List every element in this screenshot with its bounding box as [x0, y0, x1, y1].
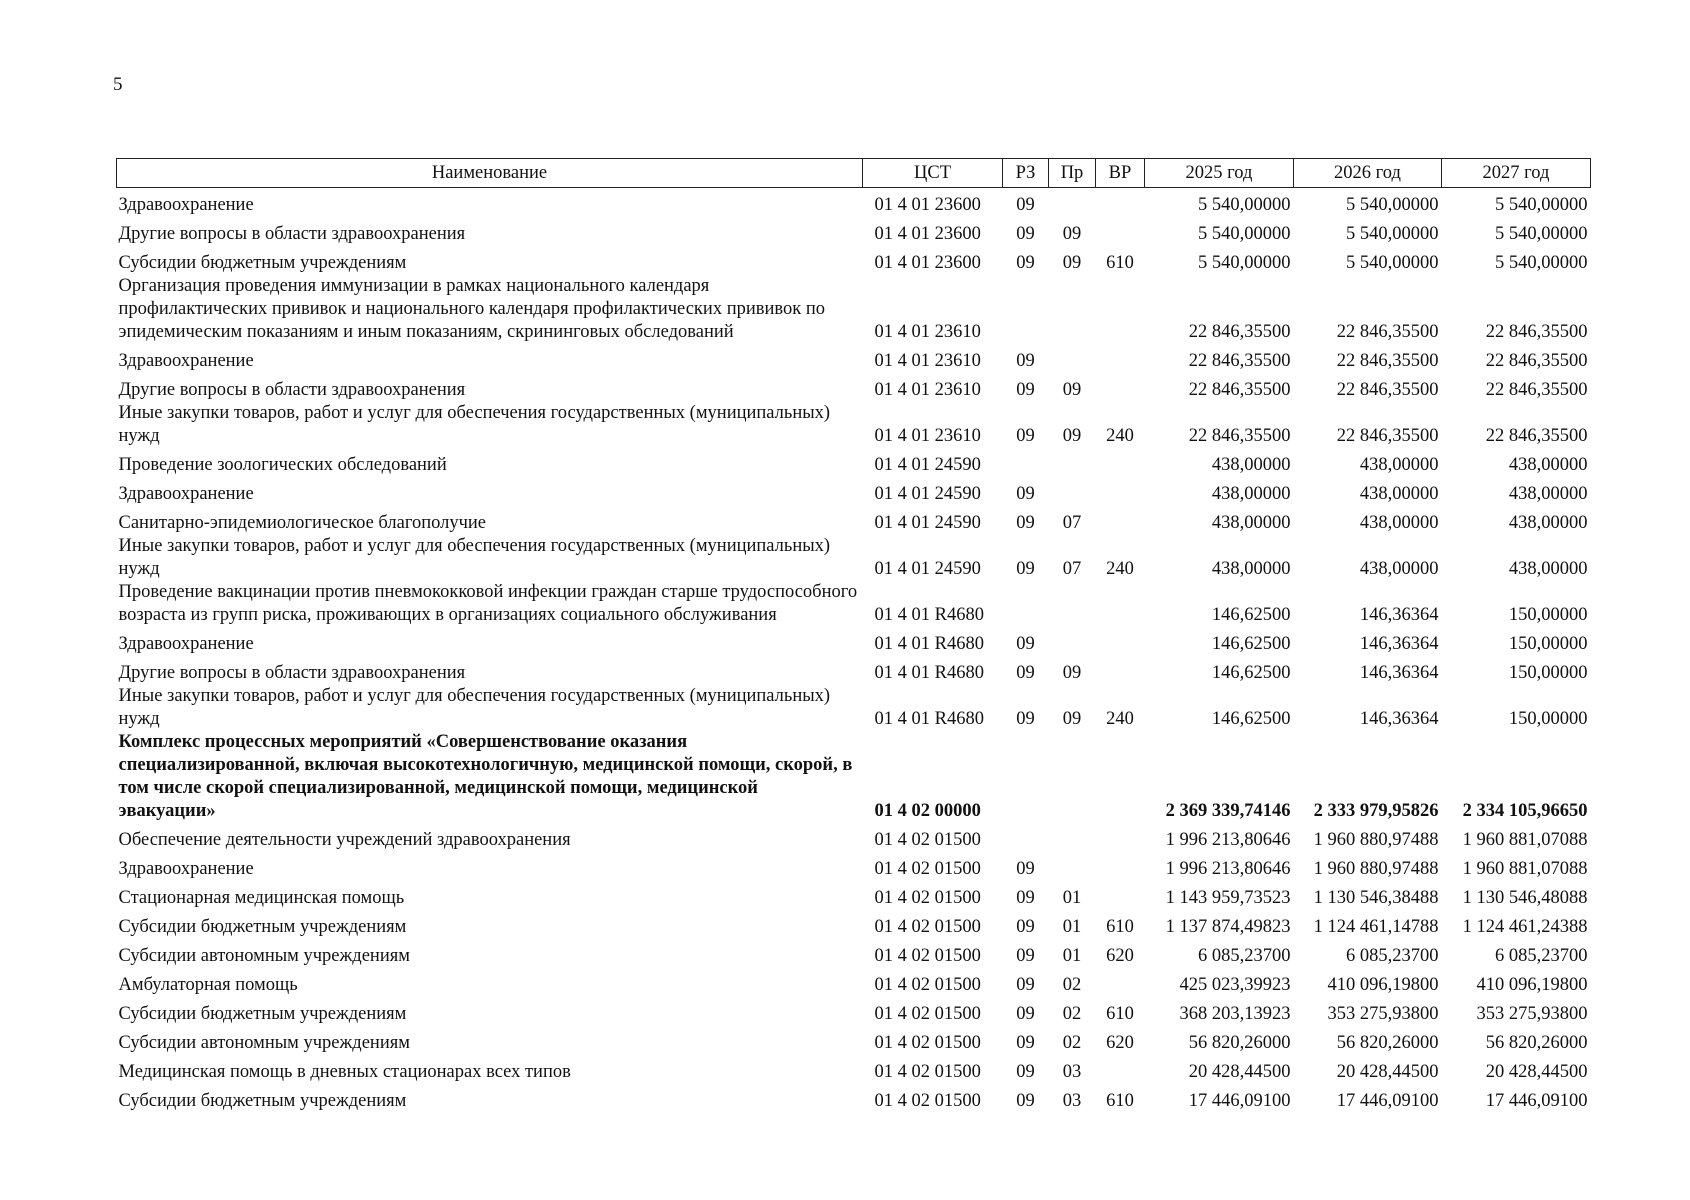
cell-2027: 5 540,00000	[1495, 253, 1588, 273]
cell-cst: 01 4 01 R4680	[874, 663, 984, 683]
cell-cst: 01 4 02 01500	[874, 946, 981, 966]
cell-rz: 09	[1016, 709, 1035, 729]
table-row	[117, 581, 1591, 627]
cell-2026: 22 846,35500	[1336, 426, 1439, 446]
cell-2027: 5 540,00000	[1495, 224, 1588, 244]
cell-2026: 438,00000	[1359, 455, 1439, 475]
cell-name: Иные закупки товаров, работ и услуг для обеспечения государственных (муниципальных) нужд	[118, 403, 831, 446]
cell-name: Санитарно-эпидемиологическое благополучие	[118, 513, 487, 533]
cell-name: Субсидии бюджетным учреждениям	[118, 917, 407, 937]
cell-vr	[1096, 217, 1145, 246]
cell-2026: 20 428,44500	[1336, 1062, 1439, 1082]
cell-vr: 610	[1106, 917, 1134, 937]
cell-2025: 5 540,00000	[1198, 195, 1291, 215]
cell-vr	[1096, 1055, 1145, 1084]
cell-rz: 09	[1016, 484, 1035, 504]
cell-vr	[1096, 373, 1145, 402]
cell-2025: 146,62500	[1211, 709, 1291, 729]
header-2025: 2025 год	[1145, 159, 1294, 188]
cell-pr	[1049, 188, 1096, 218]
cell-pr	[1049, 344, 1096, 373]
cell-2026: 438,00000	[1359, 484, 1439, 504]
cell-2025: 2 369 339,74146	[1165, 801, 1291, 821]
cell-2027: 6 085,23700	[1495, 946, 1588, 966]
cell-name: Субсидии бюджетным учреждениям	[118, 253, 407, 273]
cell-2025: 1 996 213,80646	[1165, 859, 1291, 879]
cell-vr	[1096, 968, 1145, 997]
cell-2026: 22 846,35500	[1336, 380, 1439, 400]
cell-2025: 425 023,39923	[1179, 975, 1291, 995]
cell-2027: 150,00000	[1508, 634, 1588, 654]
header-pr: Пр	[1049, 159, 1096, 188]
cell-pr	[1049, 627, 1096, 656]
cell-2027: 438,00000	[1508, 513, 1588, 533]
cell-pr: 09	[1062, 253, 1082, 273]
cell-2026: 438,00000	[1359, 559, 1439, 579]
cell-cst: 01 4 01 23610	[874, 322, 981, 342]
cell-2027: 410 096,19800	[1476, 975, 1588, 995]
table-row	[117, 627, 1591, 656]
table-row	[117, 275, 1591, 344]
table-row	[117, 939, 1591, 968]
cell-2025: 17 446,09100	[1188, 1091, 1291, 1111]
cell-vr	[1096, 506, 1145, 535]
table-row	[117, 1084, 1591, 1113]
cell-2027: 438,00000	[1508, 455, 1588, 475]
cell-cst: 01 4 01 23600	[874, 195, 981, 215]
cell-2027: 1 960 881,07088	[1462, 859, 1588, 879]
cell-rz	[1003, 581, 1049, 627]
table-row	[117, 968, 1591, 997]
cell-2027: 150,00000	[1508, 709, 1588, 729]
cell-2025: 438,00000	[1211, 513, 1291, 533]
cell-2027: 1 130 546,48088	[1462, 888, 1588, 908]
cell-rz: 09	[1016, 1062, 1035, 1082]
cell-pr: 02	[1062, 1033, 1082, 1053]
cell-2026: 5 540,00000	[1346, 224, 1439, 244]
cell-2027: 20 428,44500	[1485, 1062, 1588, 1082]
cell-2025: 146,62500	[1211, 663, 1291, 683]
cell-name: Другие вопросы в области здравоохранения	[118, 224, 466, 244]
cell-pr: 01	[1062, 888, 1082, 908]
cell-2025: 22 846,35500	[1188, 351, 1291, 371]
cell-2026: 2 333 979,95826	[1313, 801, 1439, 821]
cell-2027: 150,00000	[1508, 663, 1588, 683]
cell-pr: 02	[1062, 975, 1082, 995]
cell-name: Здравоохранение	[118, 484, 254, 504]
table-row	[117, 852, 1591, 881]
cell-2025: 438,00000	[1211, 484, 1291, 504]
cell-name: Субсидии автономным учреждениям	[118, 1033, 410, 1053]
cell-name: Иные закупки товаров, работ и услуг для обеспечения государственных (муниципальных) нужд	[118, 686, 831, 729]
cell-name: Здравоохранение	[118, 195, 254, 215]
cell-cst: 01 4 01 24590	[874, 455, 981, 475]
cell-vr	[1096, 581, 1145, 627]
table-row	[117, 731, 1591, 823]
cell-2026: 410 096,19800	[1327, 975, 1439, 995]
cell-2025: 6 085,23700	[1198, 946, 1291, 966]
cell-cst: 01 4 01 23610	[874, 380, 981, 400]
cell-name: Субсидии бюджетным учреждениям	[118, 1091, 407, 1111]
cell-pr	[1049, 731, 1096, 823]
cell-rz: 09	[1016, 195, 1035, 215]
cell-2027: 438,00000	[1508, 559, 1588, 579]
cell-rz: 09	[1016, 1091, 1035, 1111]
cell-2026: 5 540,00000	[1346, 253, 1439, 273]
cell-name: Субсидии бюджетным учреждениям	[118, 1004, 407, 1024]
cell-name: Организация проведения иммунизации в рамках национального календаря профилактических прививок и национального календаря профилактических прививок по эпидемическим показаниям и иным показаниям, скрининговых обследований	[118, 276, 826, 342]
cell-cst: 01 4 02 01500	[874, 859, 981, 879]
cell-cst: 01 4 01 R4680	[874, 709, 984, 729]
cell-rz	[1003, 823, 1049, 852]
cell-2026: 1 960 880,97488	[1313, 859, 1439, 879]
cell-pr: 09	[1062, 380, 1082, 400]
table-row	[117, 246, 1591, 275]
table-row	[117, 448, 1591, 477]
cell-cst: 01 4 02 01500	[874, 917, 981, 937]
cell-2025: 146,62500	[1211, 605, 1291, 625]
header-rz: РЗ	[1003, 159, 1049, 188]
cell-2026: 22 846,35500	[1336, 322, 1439, 342]
cell-name: Здравоохранение	[118, 351, 254, 371]
cell-vr: 240	[1106, 559, 1134, 579]
cell-2025: 438,00000	[1211, 559, 1291, 579]
cell-rz: 09	[1016, 859, 1035, 879]
cell-rz: 09	[1016, 1004, 1035, 1024]
cell-vr	[1096, 188, 1145, 218]
cell-name: Иные закупки товаров, работ и услуг для обеспечения государственных (муниципальных) нужд	[118, 536, 831, 579]
cell-2027: 17 446,09100	[1485, 1091, 1588, 1111]
cell-cst: 01 4 02 00000	[874, 801, 981, 821]
cell-2025: 22 846,35500	[1188, 380, 1291, 400]
cell-cst: 01 4 01 24590	[874, 559, 981, 579]
cell-2026: 438,00000	[1359, 513, 1439, 533]
cell-rz: 09	[1016, 380, 1035, 400]
cell-pr	[1049, 448, 1096, 477]
cell-pr	[1049, 823, 1096, 852]
cell-vr	[1096, 823, 1145, 852]
cell-pr	[1049, 581, 1096, 627]
table-row	[117, 188, 1591, 218]
cell-vr: 240	[1106, 426, 1134, 446]
cell-2025: 146,62500	[1211, 634, 1291, 654]
cell-rz: 09	[1016, 975, 1035, 995]
cell-vr	[1096, 448, 1145, 477]
header-cst: ЦСТ	[863, 159, 1003, 188]
cell-vr: 610	[1106, 1004, 1134, 1024]
cell-name: Проведение вакцинации против пневмококковой инфекции граждан старше трудоспособного возраста из групп риска, проживающих в организациях социального обслуживания	[118, 582, 858, 625]
cell-cst: 01 4 01 23600	[874, 253, 981, 273]
cell-2027: 1 124 461,24388	[1462, 917, 1588, 937]
cell-name: Здравоохранение	[118, 634, 254, 654]
cell-vr: 610	[1106, 1091, 1134, 1111]
cell-cst: 01 4 01 R4680	[874, 634, 984, 654]
table-row	[117, 373, 1591, 402]
cell-2025: 1 137 874,49823	[1165, 917, 1291, 937]
cell-rz: 09	[1016, 253, 1035, 273]
cell-cst: 01 4 02 01500	[874, 1004, 981, 1024]
header-2027: 2027 год	[1442, 159, 1591, 188]
cell-rz: 09	[1016, 513, 1035, 533]
cell-2025: 1 996 213,80646	[1165, 830, 1291, 850]
cell-rz: 09	[1016, 1033, 1035, 1053]
cell-name: Другие вопросы в области здравоохранения	[118, 380, 466, 400]
cell-cst: 01 4 02 01500	[874, 830, 981, 850]
table-row	[117, 1026, 1591, 1055]
cell-2025: 5 540,00000	[1198, 253, 1291, 273]
cell-2026: 146,36364	[1359, 605, 1439, 625]
cell-name: Другие вопросы в области здравоохранения	[118, 663, 466, 683]
cell-pr: 01	[1062, 917, 1082, 937]
page-number: 5	[113, 74, 123, 95]
cell-2025: 1 143 959,73523	[1165, 888, 1291, 908]
cell-cst: 01 4 01 23610	[874, 426, 981, 446]
cell-cst: 01 4 01 24590	[874, 484, 981, 504]
cell-pr: 09	[1062, 663, 1082, 683]
cell-cst: 01 4 02 01500	[874, 1091, 981, 1111]
table-row	[117, 477, 1591, 506]
table-row	[117, 506, 1591, 535]
cell-vr	[1096, 852, 1145, 881]
cell-pr: 03	[1062, 1091, 1082, 1111]
cell-cst: 01 4 02 01500	[874, 1033, 981, 1053]
cell-vr: 610	[1106, 253, 1134, 273]
cell-2026: 146,36364	[1359, 709, 1439, 729]
cell-2027: 5 540,00000	[1495, 195, 1588, 215]
cell-cst: 01 4 01 23610	[874, 351, 981, 371]
cell-pr: 07	[1062, 559, 1082, 579]
budget-table	[116, 158, 1591, 1113]
cell-2026: 1 130 546,38488	[1313, 888, 1439, 908]
cell-pr: 01	[1062, 946, 1082, 966]
cell-rz	[1003, 275, 1049, 344]
cell-rz: 09	[1016, 634, 1035, 654]
cell-2027: 22 846,35500	[1485, 426, 1588, 446]
cell-2027: 150,00000	[1508, 605, 1588, 625]
cell-rz	[1003, 731, 1049, 823]
cell-name: Комплекс процессных мероприятий «Совершенствование оказания специализированной, включая высокотехнологичную, медицинской помощи, скорой, в том числе скорой специализированной, медицинской помощи, медицинской эвакуации»	[118, 732, 853, 821]
table-row	[117, 881, 1591, 910]
cell-name: Медицинская помощь в дневных стационарах всех типов	[118, 1062, 571, 1082]
table-header-row	[117, 159, 1591, 188]
cell-rz: 09	[1016, 663, 1035, 683]
cell-2025: 5 540,00000	[1198, 224, 1291, 244]
cell-2027: 56 820,26000	[1485, 1033, 1588, 1053]
cell-2026: 6 085,23700	[1346, 946, 1439, 966]
cell-pr: 09	[1062, 709, 1082, 729]
cell-name: Здравоохранение	[118, 859, 254, 879]
cell-2027: 1 960 881,07088	[1462, 830, 1588, 850]
cell-pr: 03	[1062, 1062, 1082, 1082]
cell-2025: 20 428,44500	[1188, 1062, 1291, 1082]
cell-vr: 620	[1106, 1033, 1134, 1053]
table-body	[117, 188, 1591, 1114]
cell-pr	[1049, 275, 1096, 344]
cell-vr: 620	[1106, 946, 1134, 966]
cell-rz: 09	[1016, 426, 1035, 446]
cell-vr	[1096, 731, 1145, 823]
cell-pr: 02	[1062, 1004, 1082, 1024]
header-2026: 2026 год	[1294, 159, 1442, 188]
cell-rz: 09	[1016, 559, 1035, 579]
cell-vr	[1096, 477, 1145, 506]
cell-cst: 01 4 01 23600	[874, 224, 981, 244]
cell-rz: 09	[1016, 946, 1035, 966]
cell-2026: 22 846,35500	[1336, 351, 1439, 371]
table-row	[117, 656, 1591, 685]
cell-rz: 09	[1016, 224, 1035, 244]
header-name: Наименование	[117, 159, 863, 188]
cell-name: Обеспечение деятельности учреждений здравоохранения	[118, 830, 571, 850]
cell-2025: 438,00000	[1211, 455, 1291, 475]
cell-rz	[1003, 448, 1049, 477]
cell-2027: 22 846,35500	[1485, 380, 1588, 400]
cell-name: Стационарная медицинская помощь	[118, 888, 405, 908]
cell-vr	[1096, 627, 1145, 656]
table-row	[117, 910, 1591, 939]
cell-2027: 22 846,35500	[1485, 322, 1588, 342]
cell-pr	[1049, 852, 1096, 881]
cell-pr: 09	[1062, 426, 1082, 446]
table-row	[117, 344, 1591, 373]
cell-rz: 09	[1016, 917, 1035, 937]
cell-vr: 240	[1106, 709, 1134, 729]
cell-cst: 01 4 01 24590	[874, 513, 981, 533]
cell-cst: 01 4 01 R4680	[874, 605, 984, 625]
cell-rz: 09	[1016, 351, 1035, 371]
cell-vr	[1096, 275, 1145, 344]
table-row	[117, 217, 1591, 246]
cell-pr	[1049, 477, 1096, 506]
cell-cst: 01 4 02 01500	[874, 975, 981, 995]
header-vr: ВР	[1096, 159, 1145, 188]
table-row	[117, 1055, 1591, 1084]
cell-2025: 56 820,26000	[1188, 1033, 1291, 1053]
cell-2026: 56 820,26000	[1336, 1033, 1439, 1053]
table-row	[117, 402, 1591, 448]
table-row	[117, 823, 1591, 852]
cell-vr	[1096, 344, 1145, 373]
cell-cst: 01 4 02 01500	[874, 888, 981, 908]
cell-cst: 01 4 02 01500	[874, 1062, 981, 1082]
cell-2025: 368 203,13923	[1179, 1004, 1291, 1024]
cell-2025: 22 846,35500	[1188, 322, 1291, 342]
cell-2025: 22 846,35500	[1188, 426, 1291, 446]
cell-2026: 1 124 461,14788	[1313, 917, 1439, 937]
cell-pr: 07	[1062, 513, 1082, 533]
cell-2026: 146,36364	[1359, 663, 1439, 683]
cell-2026: 17 446,09100	[1336, 1091, 1439, 1111]
cell-name: Амбулаторная помощь	[118, 975, 298, 995]
cell-2026: 1 960 880,97488	[1313, 830, 1439, 850]
cell-vr	[1096, 656, 1145, 685]
table-row	[117, 997, 1591, 1026]
cell-2026: 146,36364	[1359, 634, 1439, 654]
cell-2026: 353 275,93800	[1327, 1004, 1439, 1024]
cell-vr	[1096, 881, 1145, 910]
cell-2027: 22 846,35500	[1485, 351, 1588, 371]
cell-rz: 09	[1016, 888, 1035, 908]
cell-2027: 2 334 105,96650	[1462, 801, 1588, 821]
cell-2027: 353 275,93800	[1476, 1004, 1588, 1024]
cell-name: Проведение зоологических обследований	[118, 455, 447, 475]
table-row	[117, 685, 1591, 731]
cell-name: Субсидии автономным учреждениям	[118, 946, 410, 966]
cell-2027: 438,00000	[1508, 484, 1588, 504]
cell-2026: 5 540,00000	[1346, 195, 1439, 215]
table-row	[117, 535, 1591, 581]
cell-pr: 09	[1062, 224, 1082, 244]
